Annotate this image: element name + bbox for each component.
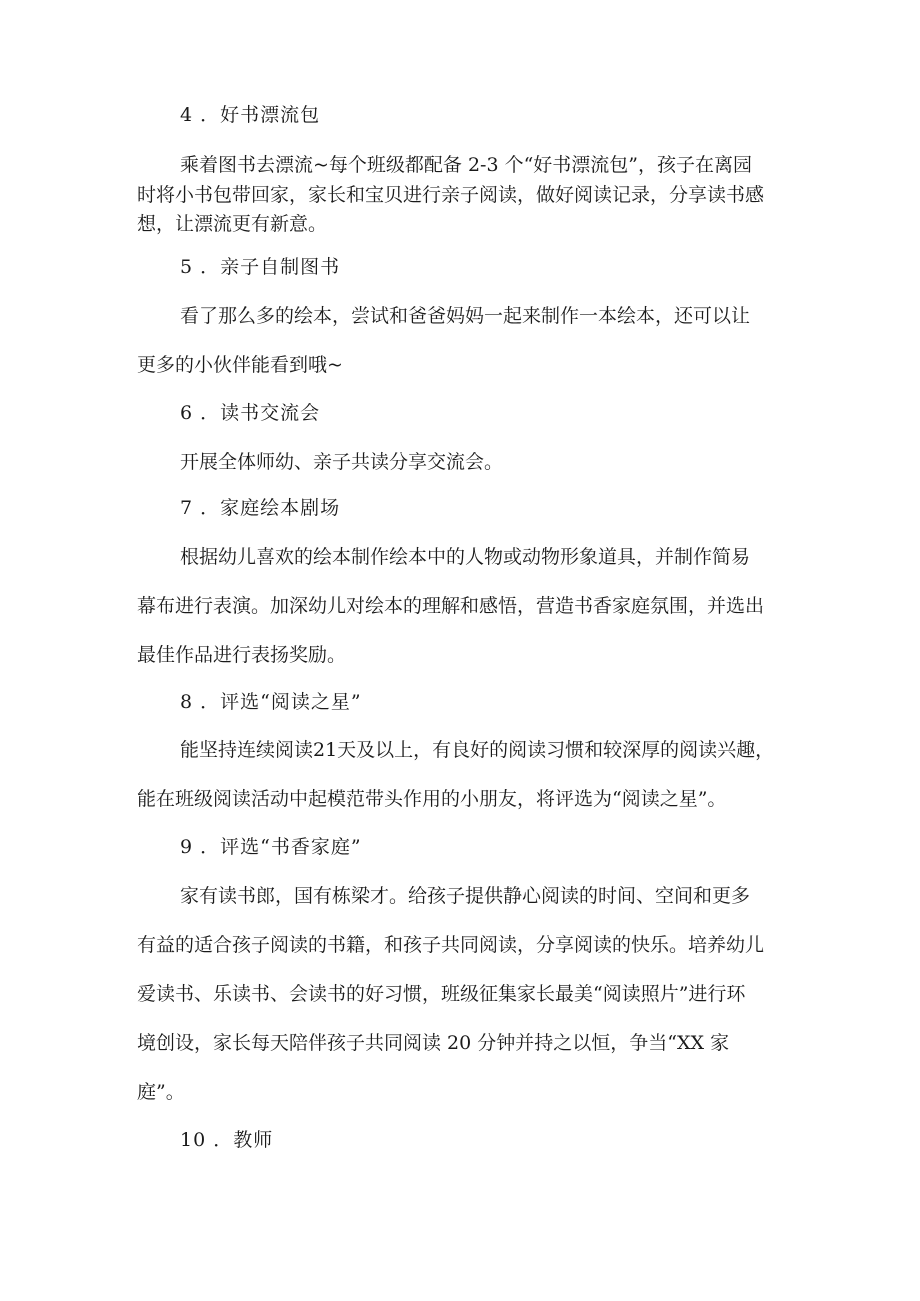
paragraph-line: 爱读书、乐读书、会读书的好习惯，班级征集家长最美“阅读照片”进行环	[137, 983, 746, 1005]
section-heading: 6 ．读书交流会	[180, 402, 321, 424]
paragraph-line: 能在班级阅读活动中起模范带头作用的小朋友，将评选为“阅读之星”。	[137, 788, 727, 810]
paragraph-line: 家有读书郎，国有栋梁才。给孩子提供静心阅读的时间、空间和更多	[180, 885, 751, 907]
paragraph-line: 庭”。	[137, 1081, 185, 1103]
paragraph-line: 开展全体师幼、亲子共读分享交流会。	[180, 451, 504, 473]
section-heading: 10 ．教师	[180, 1129, 274, 1151]
paragraph-line: 时将小书包带回家，家长和宝贝进行亲子阅读，做好阅读记录，分享读书感	[137, 184, 765, 206]
section-heading: 7 ．家庭绘本剧场	[180, 497, 341, 519]
paragraph-line: 能坚持连续阅读21天及以上，有良好的阅读习惯和较深厚的阅读兴趣，	[180, 739, 775, 761]
paragraph-line: 想，让漂流更有新意。	[137, 213, 328, 235]
paragraph-line: 最佳作品进行表扬奖励。	[137, 644, 347, 666]
paragraph-line: 更多的小伙伴能看到哦~	[137, 354, 343, 376]
paragraph-line: 根据幼儿喜欢的绘本制作绘本中的人物或动物形象道具，并制作简易	[180, 546, 751, 568]
paragraph-line: 幕布进行表演。加深幼儿对绘本的理解和感悟，营造书香家庭氛围，并选出	[137, 595, 765, 617]
paragraph-line: 乘着图书去漂流~每个班级都配备 2-3 个“好书漂流包”，孩子在离园	[180, 154, 753, 176]
paragraph-line: 看了那么多的绘本，尝试和爸爸妈妈一起来制作一本绘本，还可以让	[180, 305, 751, 327]
paragraph-line: 境创设，家长每天陪伴孩子共同阅读 20 分钟并持之以恒，争当“XX 家	[137, 1032, 730, 1054]
section-heading: 9 ．评选“书香家庭”	[180, 836, 362, 858]
paragraph-line: 有益的适合孩子阅读的书籍，和孩子共同阅读，分享阅读的快乐。培养幼儿	[137, 934, 765, 956]
section-heading: 8 ．评选“阅读之星”	[180, 691, 362, 713]
section-heading: 4 ．好书漂流包	[180, 104, 321, 126]
section-heading: 5 ．亲子自制图书	[180, 256, 341, 278]
